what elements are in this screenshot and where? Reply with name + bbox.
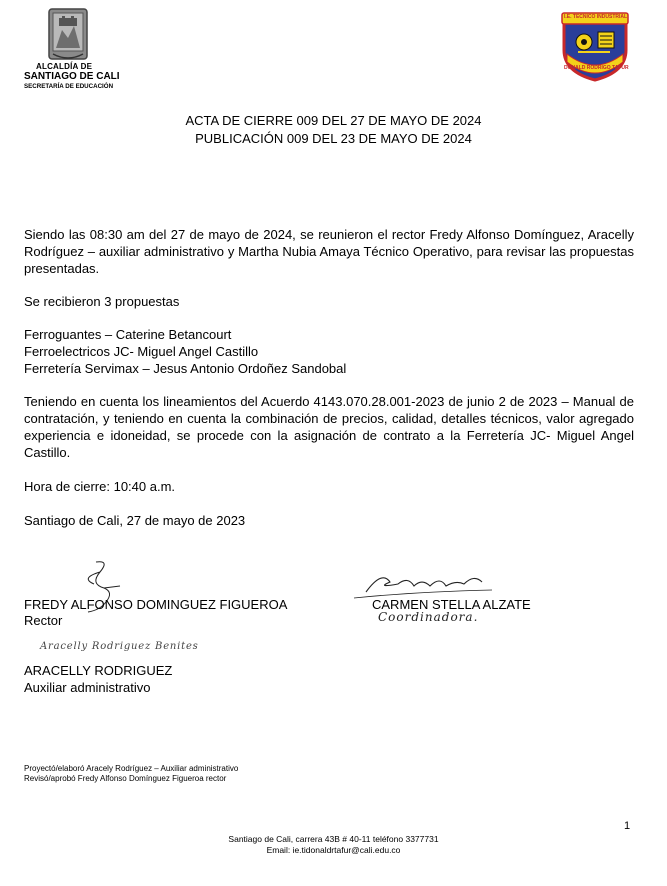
- closing-time: Hora de cierre: 10:40 a.m.: [24, 479, 176, 494]
- proposal-item: Ferretería Servimax – Jesus Antonio Ordoñez Sandobal: [24, 361, 347, 376]
- aux-handwritten-signature: Aracelly Rodriguez Benites: [40, 641, 199, 652]
- coordinator-handwritten-role: Coordinadora.: [378, 610, 479, 624]
- proposal-item: Ferroelectricos JC- Miguel Angel Castillo: [24, 344, 259, 359]
- logo-line-3: SECRETARÍA DE EDUCACIÓN: [24, 83, 114, 90]
- footer-address: Santiago de Cali, carrera 43B # 40-11 teléfono 3377731: [228, 834, 439, 844]
- prepared-by: Proyectó/elaboró Aracely Rodríguez – Auxiliar administrativo: [24, 764, 239, 773]
- document-subtitle: PUBLICACIÓN 009 DEL 23 DE MAYO DE 2024: [195, 131, 472, 146]
- place-date: Santiago de Cali, 27 de mayo de 2023: [24, 513, 246, 528]
- logo-line-2: SANTIAGO DE CALI: [24, 71, 120, 82]
- school-emblem: [558, 10, 632, 82]
- rector-role: Rector: [24, 613, 63, 628]
- footer-email: Email: ie.tidonaldrtafur@cali.edu.co: [266, 845, 401, 855]
- received-line: Se recibieron 3 propuestas: [24, 294, 180, 309]
- reviewed-by: Revisó/aprobó Fredy Alfonso Domínguez Figueroa rector: [24, 774, 227, 783]
- decision-paragraph: Teniendo en cuenta los lineamientos del Acuerdo 4143.070.28.001-2023 de junio 2 de 2023 – Manual de contratación, y teniendo en cuenta la combinación de precios, calidad, detalles técnicos, valor agregado experiencia e idoneidad, se procede con la asignación de contrato a la Ferretería JC- Miguel Angel Castillo.: [24, 394, 634, 460]
- document-title: ACTA DE CIERRE 009 DEL 27 DE MAYO DE 2024: [185, 113, 482, 128]
- coordinator-name: CARMEN STELLA ALZATE: [372, 597, 531, 612]
- alcaldia-logo: [24, 8, 134, 92]
- proposal-item: Ferroguantes – Caterine Betancourt: [24, 327, 232, 342]
- emblem-top-text: I.E. TECNICO INDUSTRIAL: [564, 14, 628, 20]
- coat-of-arms-icon: [48, 8, 88, 60]
- page-number: 1: [624, 820, 631, 832]
- rector-name: FREDY ALFONSO DOMINGUEZ FIGUEROA: [24, 597, 288, 612]
- emblem-bottom-text: DONALD RODRIGO TAFUR: [564, 65, 629, 71]
- aux-role: Auxiliar administrativo: [24, 680, 151, 695]
- aux-name: ARACELLY RODRIGUEZ: [24, 663, 173, 678]
- school-shield-icon: [558, 10, 632, 82]
- logo-line-1: ALCALDÍA DE: [36, 62, 93, 71]
- intro-paragraph: Siendo las 08:30 am del 27 de mayo de 2024, se reunieron el rector Fredy Alfonso Domínguez, Aracelly Rodríguez – auxiliar administrativo y Martha Nubia Amaya Técnico Operativo, para revisar las propuestas presentadas.: [24, 227, 634, 276]
